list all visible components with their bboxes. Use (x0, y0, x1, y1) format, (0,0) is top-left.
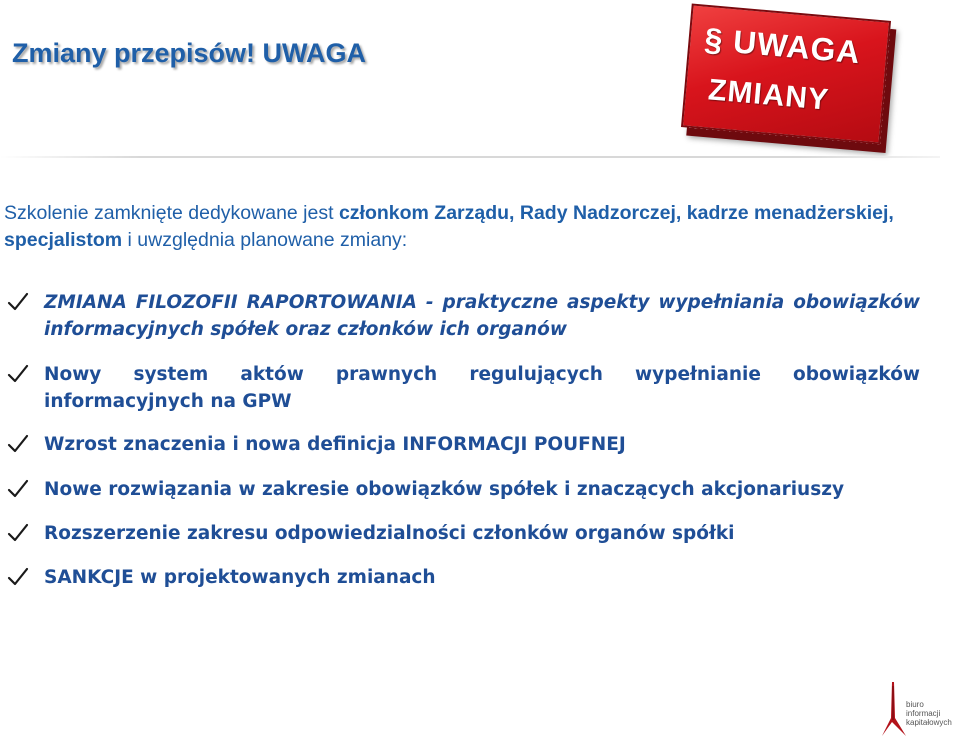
logo-text (906, 700, 952, 727)
list-item: Wzrost znaczenia i nowa definicja INFORMACJI POUFNEJ (44, 434, 626, 455)
intro-audience: członkom Zarządu, Rady Nadzorczej, kadrze menadżerskiej, specjalistom (4, 202, 894, 251)
checkmark-icon (6, 565, 30, 589)
page-title: Zmiany przepisów! UWAGA (12, 38, 367, 68)
checkmark-icon (6, 362, 30, 386)
badge-line-uwaga: § UWAGA (703, 20, 863, 71)
intro-text-2: i uwzględnia planowane zmiany: (122, 229, 408, 251)
logo-line-3: kapitałowych (906, 718, 952, 727)
list-item: Rozszerzenie zakresu odpowiedzialności członków organów spółki (44, 523, 735, 544)
checkmark-icon (6, 432, 30, 456)
logo-line-1: biuro (906, 700, 924, 709)
list-item: SANKCJE w projektowanych zmianach (44, 567, 436, 588)
intro-text-1: Szkolenie zamknięte dedykowane jest (4, 202, 339, 224)
warning-badge (681, 4, 891, 145)
checkmark-icon (6, 477, 30, 501)
list-item: ZMIANA FILOZOFII RAPORTOWANIA - praktyczne aspekty wypełniania obowiązków informacyjnych spółek oraz członków ich organów (44, 292, 920, 340)
company-logo (878, 678, 960, 740)
checkmark-icon (6, 290, 30, 314)
badge-line-zmiany: ZMIANY (706, 73, 831, 117)
logo-line-2: informacji (906, 709, 941, 718)
list-item: Nowe rozwiązania w zakresie obowiązków spółek i znaczących akcjonariuszy (44, 479, 845, 500)
title-divider (0, 156, 940, 158)
checkmark-icon (6, 521, 30, 545)
logo-mark-icon (878, 678, 908, 740)
list-item: Nowy system aktów prawnych regulujących wypełnianie obowiązków informacyjnych na GPW (44, 364, 920, 412)
intro-paragraph (4, 200, 924, 254)
